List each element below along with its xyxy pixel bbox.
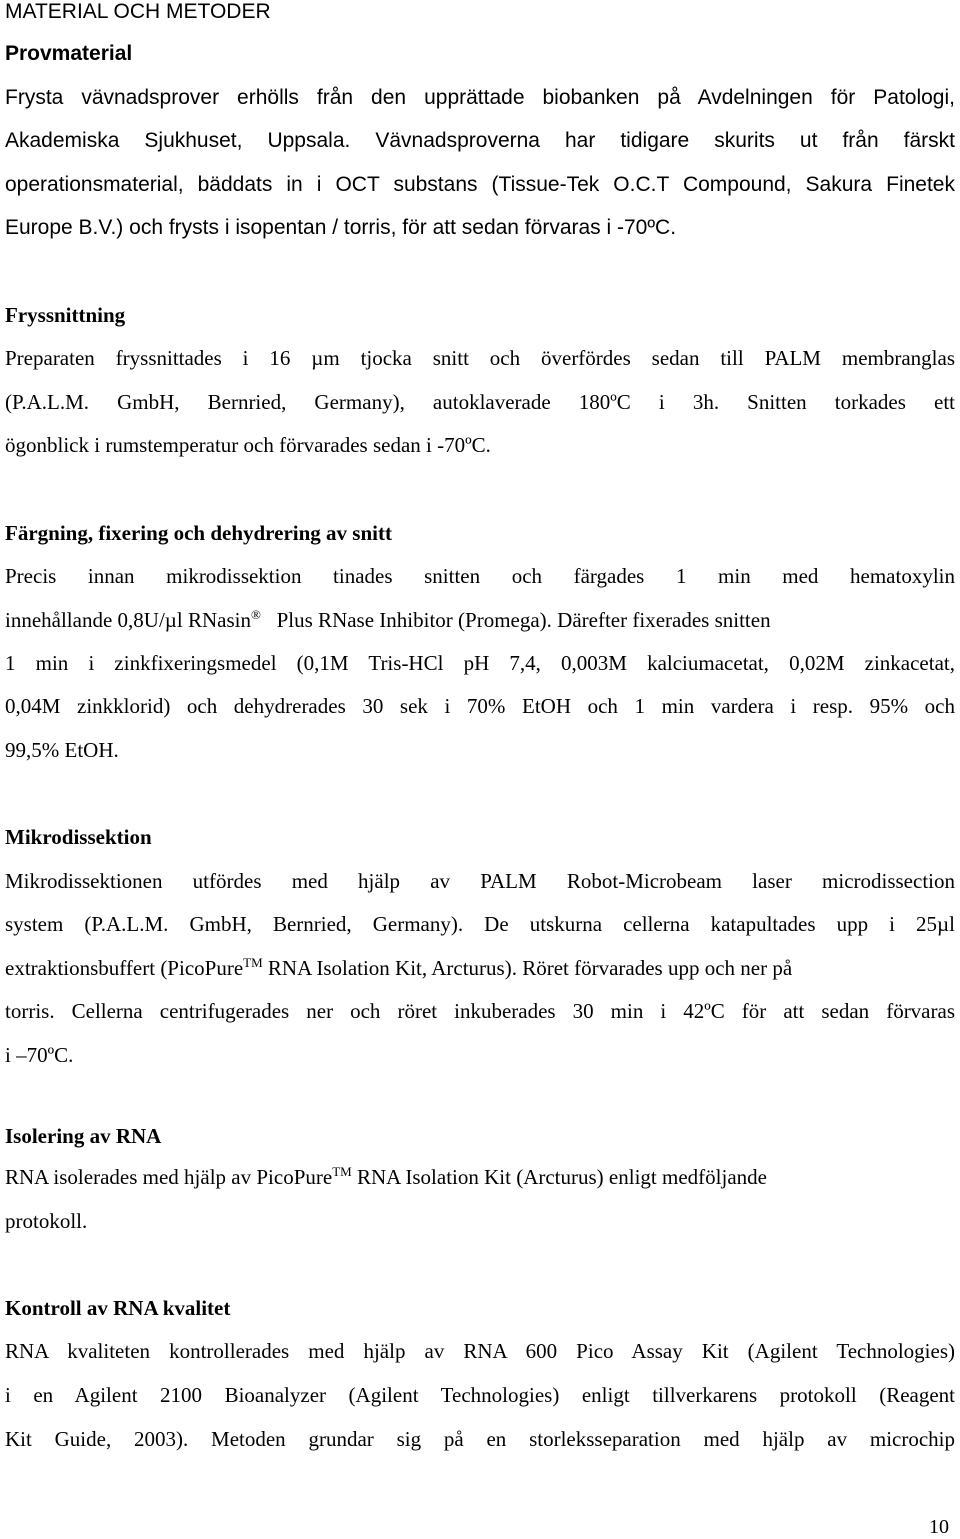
paragraph-line: 1 min i zinkfixeringsmedel (0,1M Tris-HCl pH 7,4, 0,003M kalciumacetat, 0,02M zinkacetat, (5, 651, 955, 675)
paragraph-line: (P.A.L.M. GmbH, Bernried, Germany), autoklaverade 180ºC i 3h. Snitten torkades ett (5, 390, 955, 414)
paragraph-line: Frysta vävnadsprover erhölls från den upprättade biobanken på Avdelningen för Patologi, (5, 86, 955, 109)
paragraph-line: ögonblick i rumstemperatur och förvarades sedan i -70ºC. (5, 433, 491, 457)
paragraph-line: Preparaten fryssnittades i 16 µm tjocka snitt och överfördes sedan till PALM membranglas (5, 346, 955, 370)
paragraph-text: extraktionsbuffert (PicoPure (5, 956, 244, 980)
registered-mark: ® (250, 607, 261, 622)
paragraph-line: protokoll. (5, 1209, 88, 1233)
paragraph-text: RNA Isolation Kit (Arcturus) enligt medföljande (351, 1165, 767, 1189)
paragraph-line (5, 956, 792, 980)
paragraph-text: Plus RNase Inhibitor (Promega). Därefter fixerades snitten (276, 608, 771, 632)
section-heading-mikrodissektion: Mikrodissektion (5, 825, 152, 849)
paragraph-text: RNA isolerades med hjälp av PicoPure (5, 1165, 333, 1189)
paragraph-text: innehållande 0,8U/µl RNasin (5, 608, 251, 632)
section-heading-kontroll: Kontroll av RNA kvalitet (5, 1296, 231, 1320)
paragraph-line: Europe B.V.) och frysts i isopentan / torris, för att sedan förvaras i -70ºC. (5, 216, 677, 239)
page-number: 10 (929, 1516, 949, 1538)
section-heading-fargning: Färgning, fixering och dehydrering av snitt (5, 521, 392, 545)
paragraph-line: 99,5% EtOH. (5, 738, 119, 762)
paragraph-line: Mikrodissektionen utfördes med hjälp av PALM Robot-Microbeam laser microdissection (5, 869, 955, 893)
paragraph-line: operationsmaterial, bäddats in i OCT substans (Tissue-Tek O.C.T Compound, Sakura Finetek (5, 173, 955, 196)
paragraph-line: Akademiska Sjukhuset, Uppsala. Vävnadsproverna har tidigare skurits ut från färskt (5, 129, 955, 152)
paragraph-text: RNA Isolation Kit, Arcturus). Röret förvarades upp och ner på (262, 956, 793, 980)
trademark-mark: TM (332, 1164, 352, 1179)
paragraph-line: Kit Guide, 2003). Metoden grundar sig på en storleksseparation med hjälp av microchip (5, 1427, 955, 1451)
section-heading-isolering: Isolering av RNA (5, 1124, 162, 1148)
paragraph-line: Precis innan mikrodissektion tinades snitten och färgades 1 min med hematoxylin (5, 564, 955, 588)
paragraph-line: i –70ºC. (5, 1043, 74, 1067)
paragraph-line: 0,04M zinkklorid) och dehydrerades 30 sek i 70% EtOH och 1 min vardera i resp. 95% och (5, 694, 955, 718)
section-heading-fryssnittning: Fryssnittning (5, 303, 126, 327)
paragraph-line: system (P.A.L.M. GmbH, Bernried, Germany). De utskurna cellerna katapultades upp i 25µl (5, 912, 955, 936)
trademark-mark: TM (243, 955, 263, 970)
paragraph-line (5, 608, 771, 632)
paragraph-line: i en Agilent 2100 Bioanalyzer (Agilent Technologies) enligt tillverkarens protokoll (Reagent (5, 1383, 955, 1407)
paragraph-line: RNA kvaliteten kontrollerades med hjälp av RNA 600 Pico Assay Kit (Agilent Technologies) (5, 1339, 955, 1363)
section-heading-provmaterial: Provmaterial (5, 42, 133, 65)
paragraph-line (5, 1165, 767, 1189)
paragraph-line: torris. Cellerna centrifugerades ner och röret inkuberades 30 min i 42ºC för att sedan förvaras (5, 999, 955, 1023)
page-title: MATERIAL OCH METODER (5, 0, 271, 23)
